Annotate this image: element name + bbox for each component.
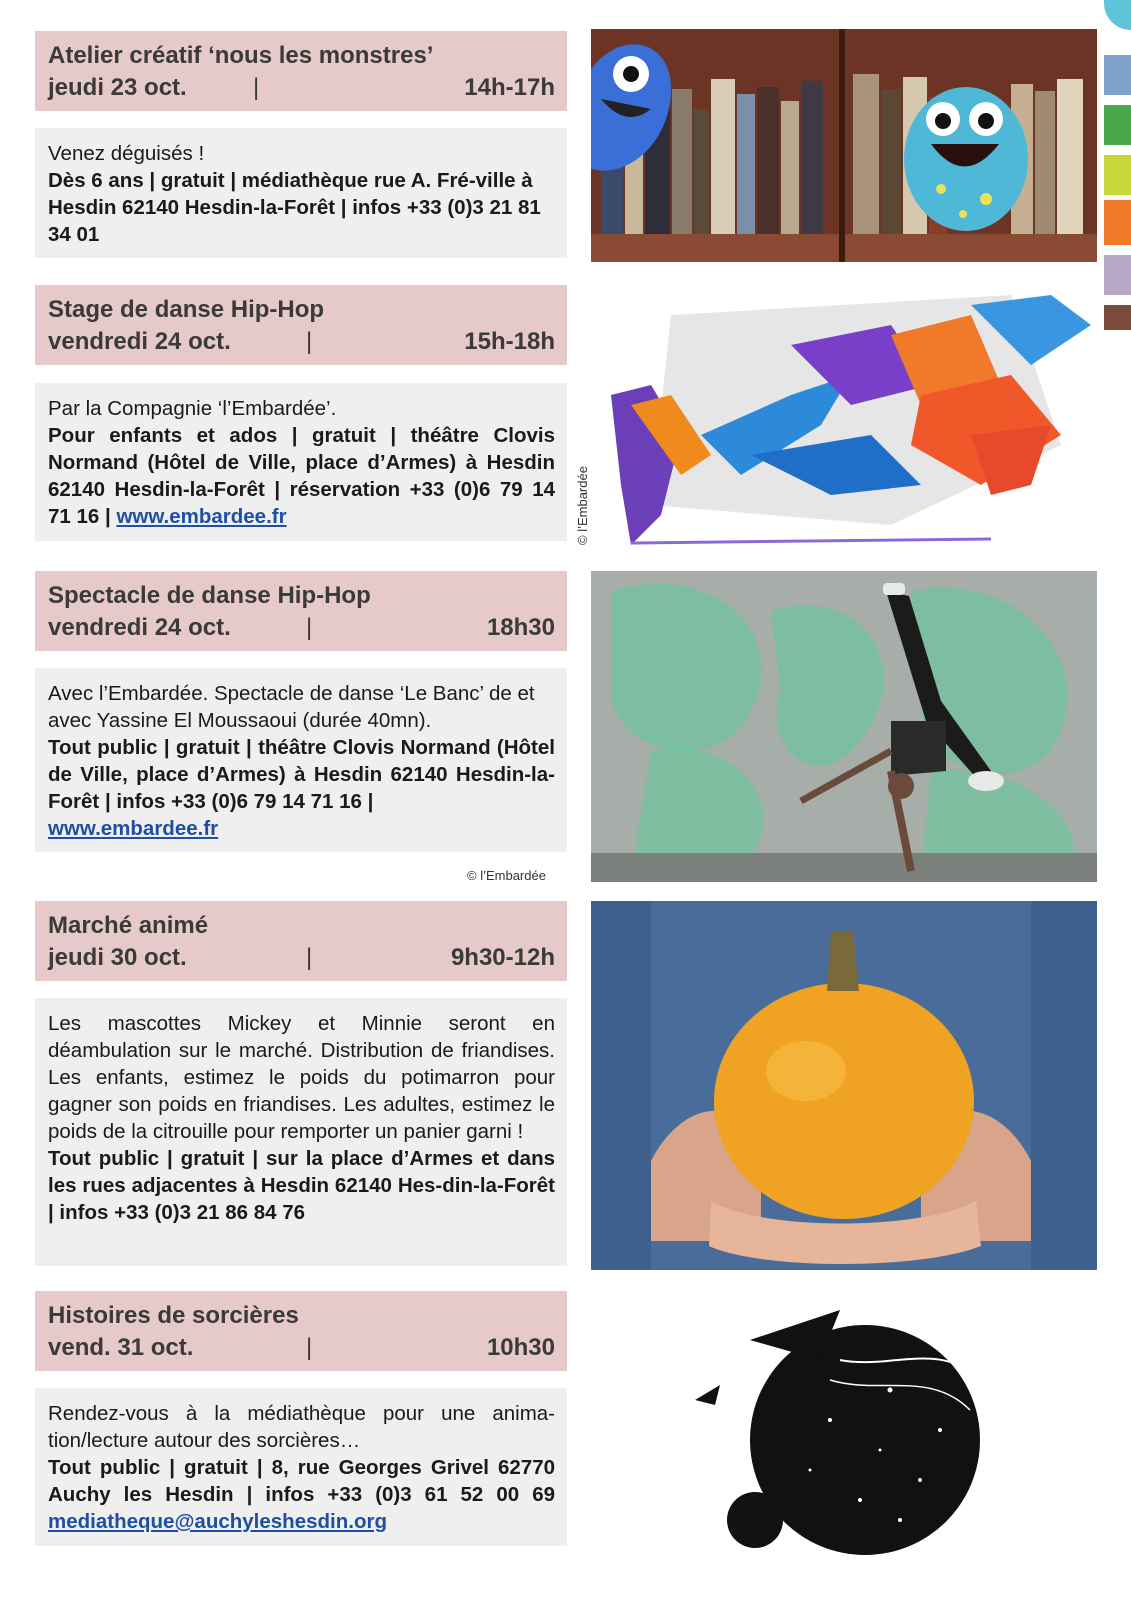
event-intro: Par la Compagnie ‘l’Embardée’. xyxy=(48,397,337,420)
breakdancer-scene xyxy=(591,571,1097,882)
event-details: Pour enfants et ados | gratuit | théâtre Clovis Normand (Hôtel de Ville, place d’Armes) à Hesdin 62140 Hesdin-la-Forêt | réservation +33 (0)6 79 14 71 16 | xyxy=(48,424,555,528)
event-intro: Avec l’Embardée. Spectacle de danse ‘Le Banc’ de et avec Yassine El Moussaoui (durée 40mn). xyxy=(48,682,535,732)
event-body-histoires-sorcieres xyxy=(35,1388,567,1546)
event-title: Spectacle de danse Hip-Hop xyxy=(48,582,371,609)
event-time: 15h-18h xyxy=(464,328,555,355)
event-header-histoires-sorcieres xyxy=(35,1291,567,1371)
dancers-polygon-art xyxy=(591,285,1097,553)
event-time: 10h30 xyxy=(486,1334,555,1361)
event-separator: | xyxy=(306,1334,313,1361)
deco-strip-brown xyxy=(1104,305,1131,330)
event-body-atelier xyxy=(35,128,567,258)
event-title: Histoires de sorcières xyxy=(48,1302,299,1329)
event-date: vendredi 24 oct. xyxy=(48,614,231,641)
event-separator: | xyxy=(306,328,313,355)
bookshelf-illustration xyxy=(591,29,1097,262)
event-time: 14h-17h xyxy=(464,74,555,101)
event-separator: | xyxy=(253,74,260,101)
pumpkin-scene xyxy=(591,901,1097,1270)
event-date-row xyxy=(48,612,555,644)
pumpkin-hands-photo xyxy=(591,901,1097,1270)
monsters-bookshelf-image xyxy=(591,29,1097,262)
deco-strip-blue xyxy=(1104,55,1131,95)
witch-illustration xyxy=(690,1300,1010,1570)
event-date: jeudi 30 oct. xyxy=(48,944,187,971)
event-body-spectacle-hiphop xyxy=(35,668,567,852)
event-date-row xyxy=(48,1332,555,1364)
breakdancer-photo xyxy=(591,571,1097,882)
event-date-row xyxy=(48,942,555,974)
photo-credit: © l’Embardée xyxy=(467,868,546,883)
event-details: Tout public | gratuit | théâtre Clovis Normand (Hôtel de Ville, place d’Armes) à Hesdin 62140 Hesdin-la-Forêt | infos +33 (0)6 79 14 71 16 | xyxy=(48,736,555,813)
event-separator: | xyxy=(306,614,313,641)
event-intro: Les mascottes Mickey et Minnie seront en déambulation sur le marché. Distribution de friandises. Les enfants, estimez le poids du potimarron pour gagner son poids en friandises. Les adultes, estimez le poids de la citrouille pour remporter un panier garni ! xyxy=(48,1012,555,1143)
event-intro: Venez déguisés ! xyxy=(48,142,205,165)
deco-strip-lilac xyxy=(1104,255,1131,295)
event-header-stage-hiphop xyxy=(35,285,567,365)
event-details: Dès 6 ans | gratuit | médiathèque rue A. Fré-ville à Hesdin 62140 Hesdin-la-Forêt | infos +33 (0)3 21 81 34 01 xyxy=(48,169,541,246)
deco-strip-green xyxy=(1104,105,1131,145)
hiphop-dancers-illustration xyxy=(591,285,1097,553)
event-header-spectacle-hiphop xyxy=(35,571,567,651)
illustration-credit: © l’Embardée xyxy=(575,466,590,545)
event-time: 9h30-12h xyxy=(450,944,555,971)
event-date-row xyxy=(48,326,555,358)
event-time: 18h30 xyxy=(486,614,555,641)
event-header-atelier xyxy=(35,31,567,111)
event-title: Atelier créatif ‘nous les monstres’ xyxy=(48,42,434,69)
event-separator: | xyxy=(306,944,313,971)
event-date: vendredi 24 oct. xyxy=(48,328,231,355)
event-date: jeudi 23 oct. xyxy=(48,74,187,101)
deco-strip-lime xyxy=(1104,155,1131,195)
event-date-row xyxy=(48,72,555,104)
deco-strip-orange xyxy=(1104,200,1131,245)
embardee-link[interactable]: www.embardee.fr xyxy=(48,817,219,840)
event-body-stage-hiphop xyxy=(35,383,567,541)
event-intro: Rendez-vous à la médiathèque pour une anima-tion/lecture autour des sorcières… xyxy=(48,1402,555,1452)
deco-strip-cyan xyxy=(1104,0,1131,30)
event-title: Marché animé xyxy=(48,912,209,939)
event-title: Stage de danse Hip-Hop xyxy=(48,296,325,323)
event-details: Tout public | gratuit | 8, rue Georges Grivel 62770 Auchy les Hesdin | infos +33 (0)3 61 52 00 69 xyxy=(48,1456,555,1506)
event-date: vend. 31 oct. xyxy=(48,1334,194,1361)
event-header-marche-anime xyxy=(35,901,567,981)
mediatheque-email-link[interactable]: mediatheque@auchyleshesdin.org xyxy=(48,1510,387,1533)
embardee-link[interactable]: www.embardee.fr xyxy=(116,505,287,528)
event-details: Tout public | gratuit | sur la place d’Armes et dans les rues adjacentes à Hesdin 62140 Hes-din-la-Forêt | infos +33 (0)3 21 86 84 76 xyxy=(48,1147,555,1224)
witch-silhouette xyxy=(690,1300,1010,1570)
event-body-marche-anime xyxy=(35,998,567,1266)
